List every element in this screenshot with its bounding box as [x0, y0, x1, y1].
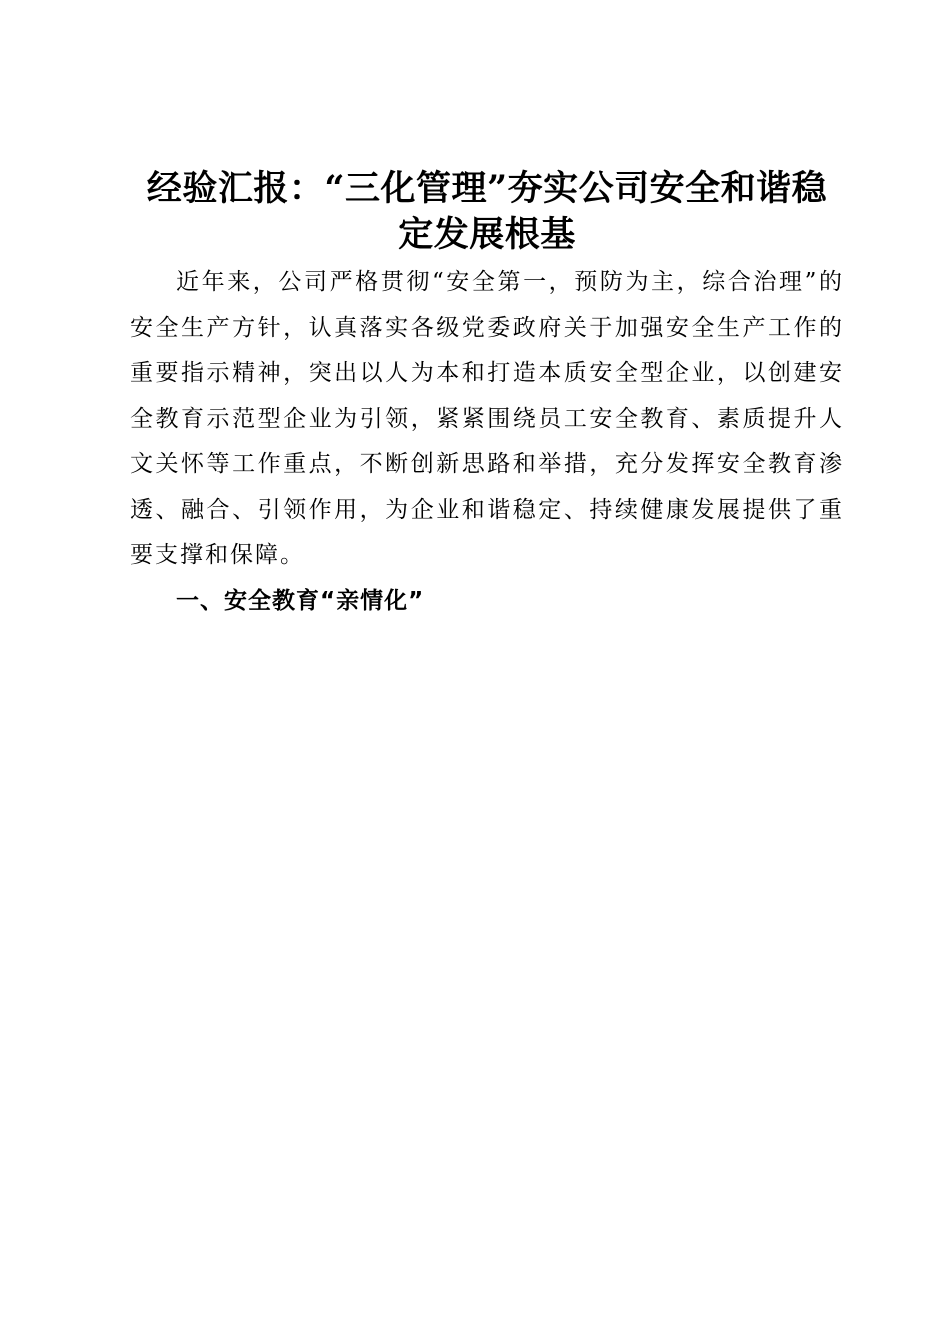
document-title: 经验汇报：“三化管理”夯实公司安全和谐稳定发展根基	[146, 168, 828, 255]
document-body	[130, 166, 844, 624]
section-heading: 一、安全教育“亲情化”	[176, 587, 425, 614]
intro-paragraph: 近年来，公司严格贯彻“安全第一，预防为主，综合治理”的安全生产方针，认真落实各级党委政府关于加强安全生产工作的重要指示精神，突出以人为本和打造本质安全型企业，以创建安全教育示范型企业为引领，紧紧围绕员工安全教育、素质提升人文关怀等工作重点，不断创新思路和举措，充分发挥安全教育渗透、融合、引领作用，为企业和谐稳定、持续健康发展提供了重要支撑和保障。	[130, 269, 844, 568]
